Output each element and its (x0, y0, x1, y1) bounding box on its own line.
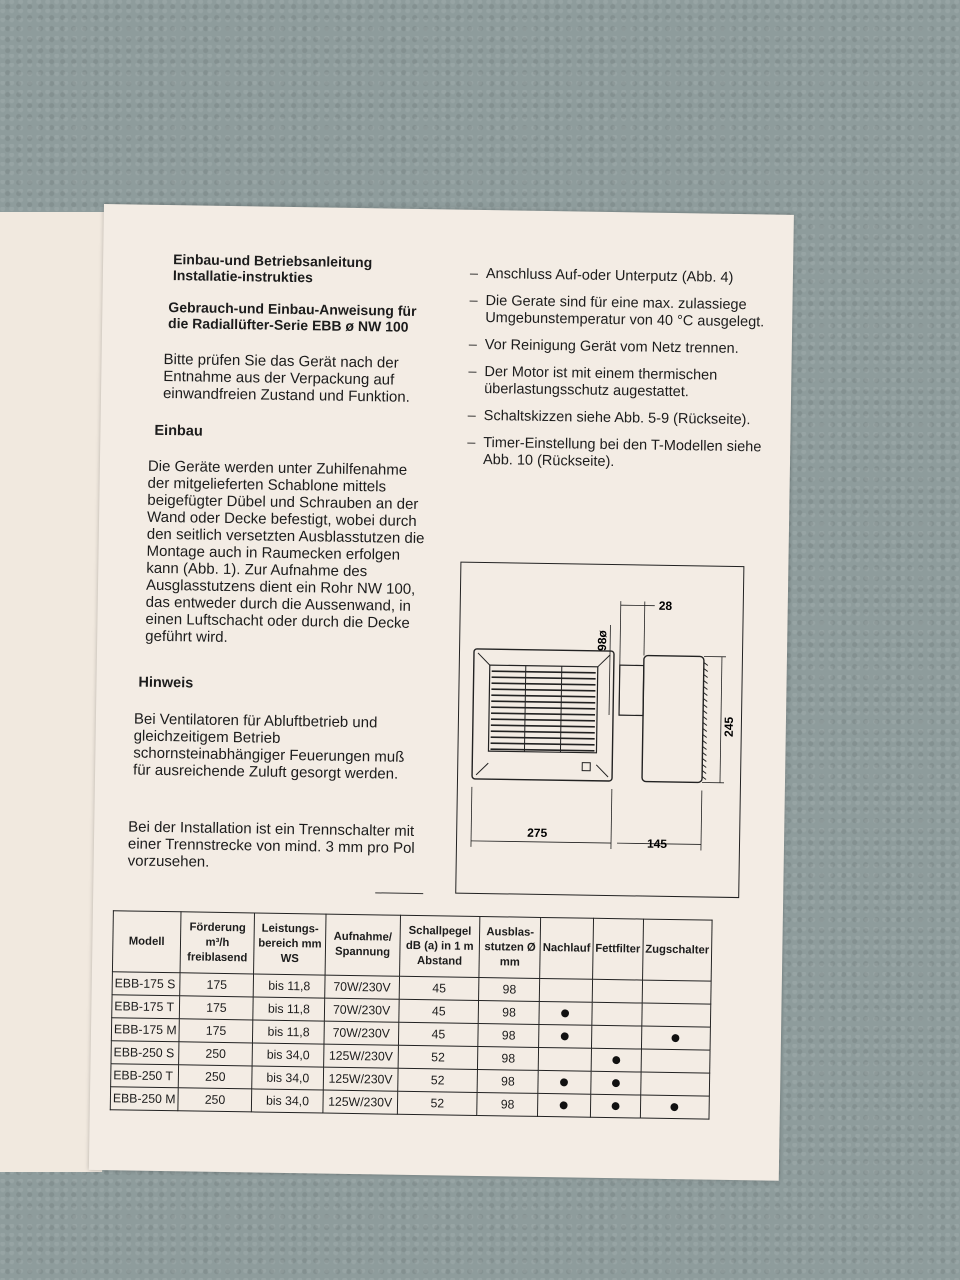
grille-divider (524, 666, 525, 752)
cell-zugschalter (641, 1072, 710, 1096)
grille-divider (560, 666, 561, 752)
spec-table (110, 910, 713, 1119)
col-leistung: Leistungs- bereich mm WS (254, 913, 326, 975)
dim-label-145: 145 (646, 836, 668, 851)
cell-model: EBB-175 M (111, 1018, 179, 1042)
feature-dot-icon (560, 1101, 568, 1109)
grille-slat (491, 713, 595, 715)
cell-model: EBB-250 M (110, 1087, 178, 1111)
fan-side-body (642, 656, 704, 783)
cell-range: bis 34,0 (252, 1089, 323, 1113)
cell-zugschalter (642, 980, 711, 1004)
instruction-page (89, 204, 794, 1181)
note-item: – Der Motor ist mit einem thermischen überlastungsschutz augestattet. (466, 364, 766, 403)
feature-dot-icon (671, 1103, 679, 1111)
cell-flow: 175 (179, 996, 253, 1020)
cell-power: 125W/230V (323, 1067, 398, 1091)
cell-noise: 45 (398, 1022, 478, 1046)
cell-fettfilter (590, 1094, 640, 1118)
note-item: – Schaltskizzen siehe Abb. 5-9 (Rückseite). (466, 408, 766, 430)
feature-dot-icon (562, 1009, 570, 1017)
grille-slat (491, 689, 595, 691)
cell-zugschalter (640, 1095, 709, 1119)
title-de: Einbau-und Betriebsanleitung (173, 251, 373, 271)
cell-model: EBB-175 T (112, 995, 180, 1019)
feature-dot-icon (612, 1079, 620, 1087)
feature-dot-icon (611, 1102, 619, 1110)
cell-flow: 250 (179, 1042, 253, 1066)
cell-range: bis 34,0 (252, 1066, 323, 1090)
dim-label-275: 275 (527, 825, 548, 841)
note-item: – Die Gerate sind für eine max. zulassiege Umgebunstemperatur von 40 °C ausgelegt. (467, 293, 767, 332)
dim-label-98: 98ø (595, 630, 610, 651)
outlet-stub (619, 665, 644, 715)
cell-power: 125W/230V (324, 1044, 399, 1068)
notes-list (465, 266, 768, 484)
feature-dot-icon (672, 1034, 680, 1042)
cell-noise: 52 (398, 1068, 478, 1092)
grille-slat (491, 731, 595, 733)
cell-nachlauf (538, 1070, 591, 1094)
grille-slat (492, 671, 596, 673)
hinweis-text: Bei Ventilatoren für Abluftbetrieb und gleichzeitigem Betrieb schornsteinabhängiger Feuerungen muß für ausreichende Zuluft gesorgt werden. (132, 710, 405, 783)
note-item: – Vor Reinigung Gerät vom Netz trennen. (467, 337, 767, 359)
grille-slat (492, 683, 596, 685)
cell-model: EBB-175 S (112, 972, 180, 996)
grille-slat (491, 737, 595, 739)
cell-zugschalter (641, 1026, 710, 1050)
einbau-heading: Einbau (154, 422, 203, 440)
cell-outlet: 98 (477, 1069, 538, 1093)
subtitle-line-2: die Radiallüfter-Serie EBB ø NW 100 (168, 315, 409, 335)
cell-flow: 175 (179, 1019, 253, 1043)
grille-slat (491, 701, 595, 703)
intro-text: Bitte prüfen Sie das Gerät nach der Entnahme aus der Verpackung auf einwandfreien Zustand und Funktion. (162, 350, 410, 406)
col-fettfilter: Fettfilter (592, 918, 643, 980)
cell-nachlauf (539, 1024, 592, 1048)
col-zugschalter: Zugschalter (642, 919, 712, 981)
cell-outlet: 98 (479, 977, 540, 1001)
cell-nachlauf (539, 978, 592, 1002)
feature-dot-icon (561, 1032, 569, 1040)
cell-nachlauf (538, 1047, 591, 1071)
cell-power: 125W/230V (323, 1090, 398, 1114)
grille-slat (491, 725, 595, 727)
cell-noise: 45 (399, 976, 479, 1000)
cell-outlet: 98 (477, 1092, 538, 1116)
switch-icon (582, 763, 590, 771)
col-nachlauf: Nachlauf (540, 917, 593, 979)
feature-dot-icon (612, 1056, 620, 1064)
col-foerderung: Förderung m³/h freiblasend (180, 912, 255, 974)
col-modell: Modell (112, 911, 180, 973)
cell-range: bis 34,0 (253, 1043, 324, 1067)
dim-line-98 (609, 665, 610, 715)
cell-zugschalter (641, 1049, 710, 1073)
subtitle-line-1: Gebrauch-und Einbau-Anweisung für (168, 299, 417, 319)
cell-fettfilter (591, 1071, 641, 1095)
title-nl: Installatie-instrukties (172, 267, 314, 286)
grille-slat (490, 749, 594, 751)
cell-flow: 250 (178, 1088, 252, 1112)
cell-flow: 250 (178, 1065, 252, 1089)
dim-line-28 (621, 605, 655, 606)
cell-outlet: 98 (478, 1023, 539, 1047)
grille-slat (491, 719, 595, 721)
note-item: – Timer-Einstellung bei den T-Modellen siehe Abb. 10 (Rückseite). (465, 435, 765, 474)
col-schallpegel: Schallpegel dB (a) in 1 m Abstand (399, 915, 480, 977)
col-aufnahme: Aufnahme/ Spannung (325, 914, 400, 976)
cell-fettfilter (591, 1025, 641, 1049)
col-ausblas: Ausblas- stutzen Ø mm (479, 916, 541, 978)
cell-power: 70W/230V (325, 975, 400, 999)
cell-outlet: 98 (478, 1046, 539, 1070)
cell-fettfilter (592, 979, 642, 1003)
cell-model: EBB-250 S (111, 1041, 179, 1065)
grille-slats (490, 671, 595, 751)
cell-power: 70W/230V (324, 1021, 399, 1045)
note-item: – Anschluss Auf-oder Unterputz (Abb. 4) (468, 266, 768, 288)
cell-outlet: 98 (479, 1000, 540, 1024)
einbau-text: Die Geräte werden unter Zuhilfenahme der mitgelieferten Schablone mittels beigefügter Dübel und Schrauben an der Wand oder Decke befestigt, wobei durch den seitlich versetzten Ausblasstutzen die Montage auch in Raumecken erfolgen kann (Abb. 1). Zur Aufnahme des Ausglasstutzens dient ein Rohr NW 100, das entweder durch die Aussenwand, in einen Luftschacht oder durch die Decke geführt wird. (145, 457, 425, 646)
cell-flow: 175 (180, 973, 254, 997)
grille-slat (491, 743, 595, 745)
cell-nachlauf (538, 1093, 591, 1117)
dim-label-28: 28 (658, 598, 673, 613)
cell-noise: 45 (399, 999, 479, 1023)
feature-dot-icon (560, 1078, 568, 1086)
cell-range: bis 11,8 (254, 974, 325, 998)
cell-fettfilter (591, 1048, 641, 1072)
dim-label-245: 245 (721, 716, 737, 737)
cell-range: bis 11,8 (253, 1020, 324, 1044)
grille-slat (491, 695, 595, 697)
table-header-row (112, 911, 712, 981)
installation-text: Bei der Installation ist ein Trennschalter mit einer Trennstrecke von mind. 3 mm pro Pol vorzusehen. (127, 818, 415, 871)
cell-power: 70W/230V (324, 998, 399, 1022)
cell-fettfilter (592, 1002, 642, 1026)
cell-nachlauf (539, 1001, 592, 1025)
cell-noise: 52 (397, 1091, 477, 1115)
fan-dimension-drawing (455, 562, 744, 898)
dim-line-275 (471, 841, 611, 843)
cell-noise: 52 (398, 1045, 478, 1069)
hinweis-heading: Hinweis (138, 674, 194, 692)
cell-zugschalter (642, 1003, 711, 1027)
separator-line (375, 892, 423, 894)
grille-slat (492, 677, 596, 679)
cell-range: bis 11,8 (253, 997, 324, 1021)
grille-slat (491, 707, 595, 709)
cell-model: EBB-250 T (111, 1064, 179, 1088)
dimension-diagram (456, 563, 743, 897)
